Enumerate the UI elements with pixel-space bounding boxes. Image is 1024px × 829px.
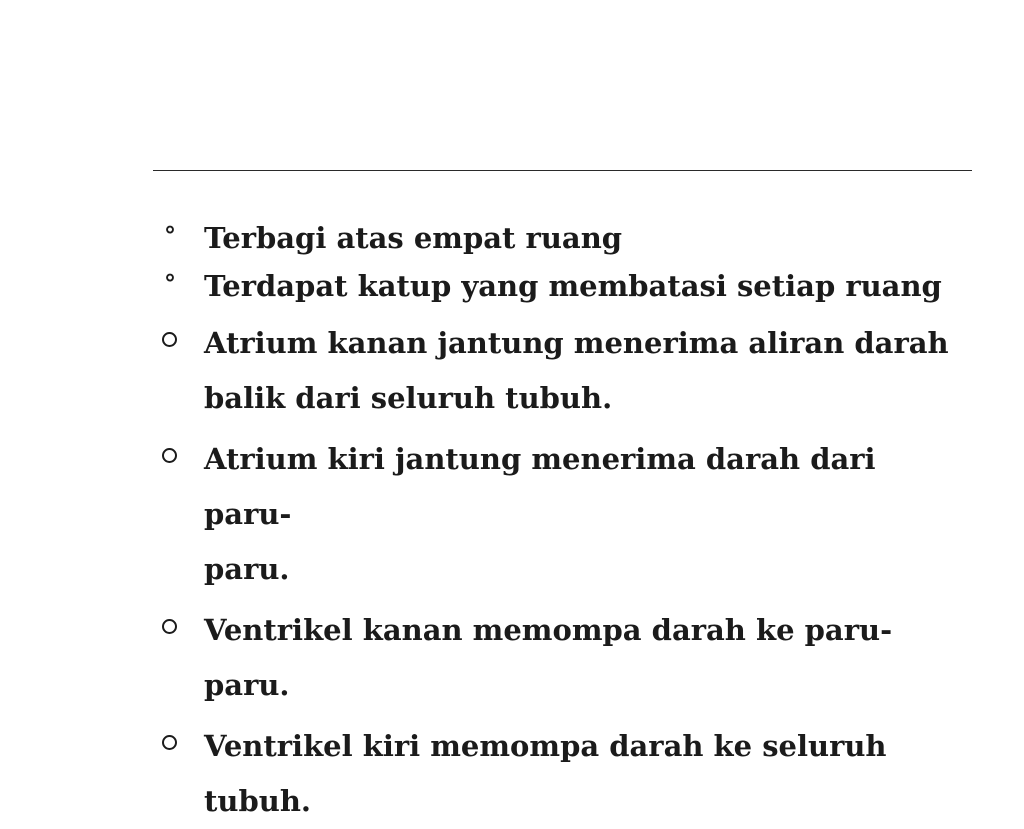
- bullet-text: Terdapat katup yang membatasi setiap ruang: [204, 269, 942, 303]
- bullet-text: Terbagi atas empat ruang: [204, 221, 623, 255]
- bullet-item-1: [160, 214, 972, 262]
- bullet-text: Ventrikel kiri memompa darah ke seluruh tubuh.: [204, 729, 887, 818]
- degree-bullet-icon: °: [164, 269, 176, 298]
- bullet-item-6: [160, 719, 972, 829]
- bullet-text: Atrium kiri jantung menerima darah dari paru- paru.: [204, 442, 876, 586]
- bullet-text: Atrium kanan jantung menerima aliran darah balik dari seluruh tubuh.: [204, 326, 949, 415]
- ring-bullet-icon: [162, 332, 177, 347]
- bullet-item-3: [160, 316, 972, 426]
- bullet-text: Ventrikel kanan memompa darah ke paru-paru.: [204, 613, 893, 702]
- bullet-item-5: [160, 603, 972, 713]
- bullet-item-4: [160, 432, 972, 597]
- title-divider: [153, 170, 972, 171]
- ring-bullet-icon: [162, 735, 177, 750]
- ring-bullet-icon: [162, 448, 177, 463]
- bullet-list: [160, 214, 972, 829]
- degree-bullet-icon: °: [164, 221, 176, 250]
- ring-bullet-icon: [162, 619, 177, 634]
- bullet-item-2: [160, 262, 972, 310]
